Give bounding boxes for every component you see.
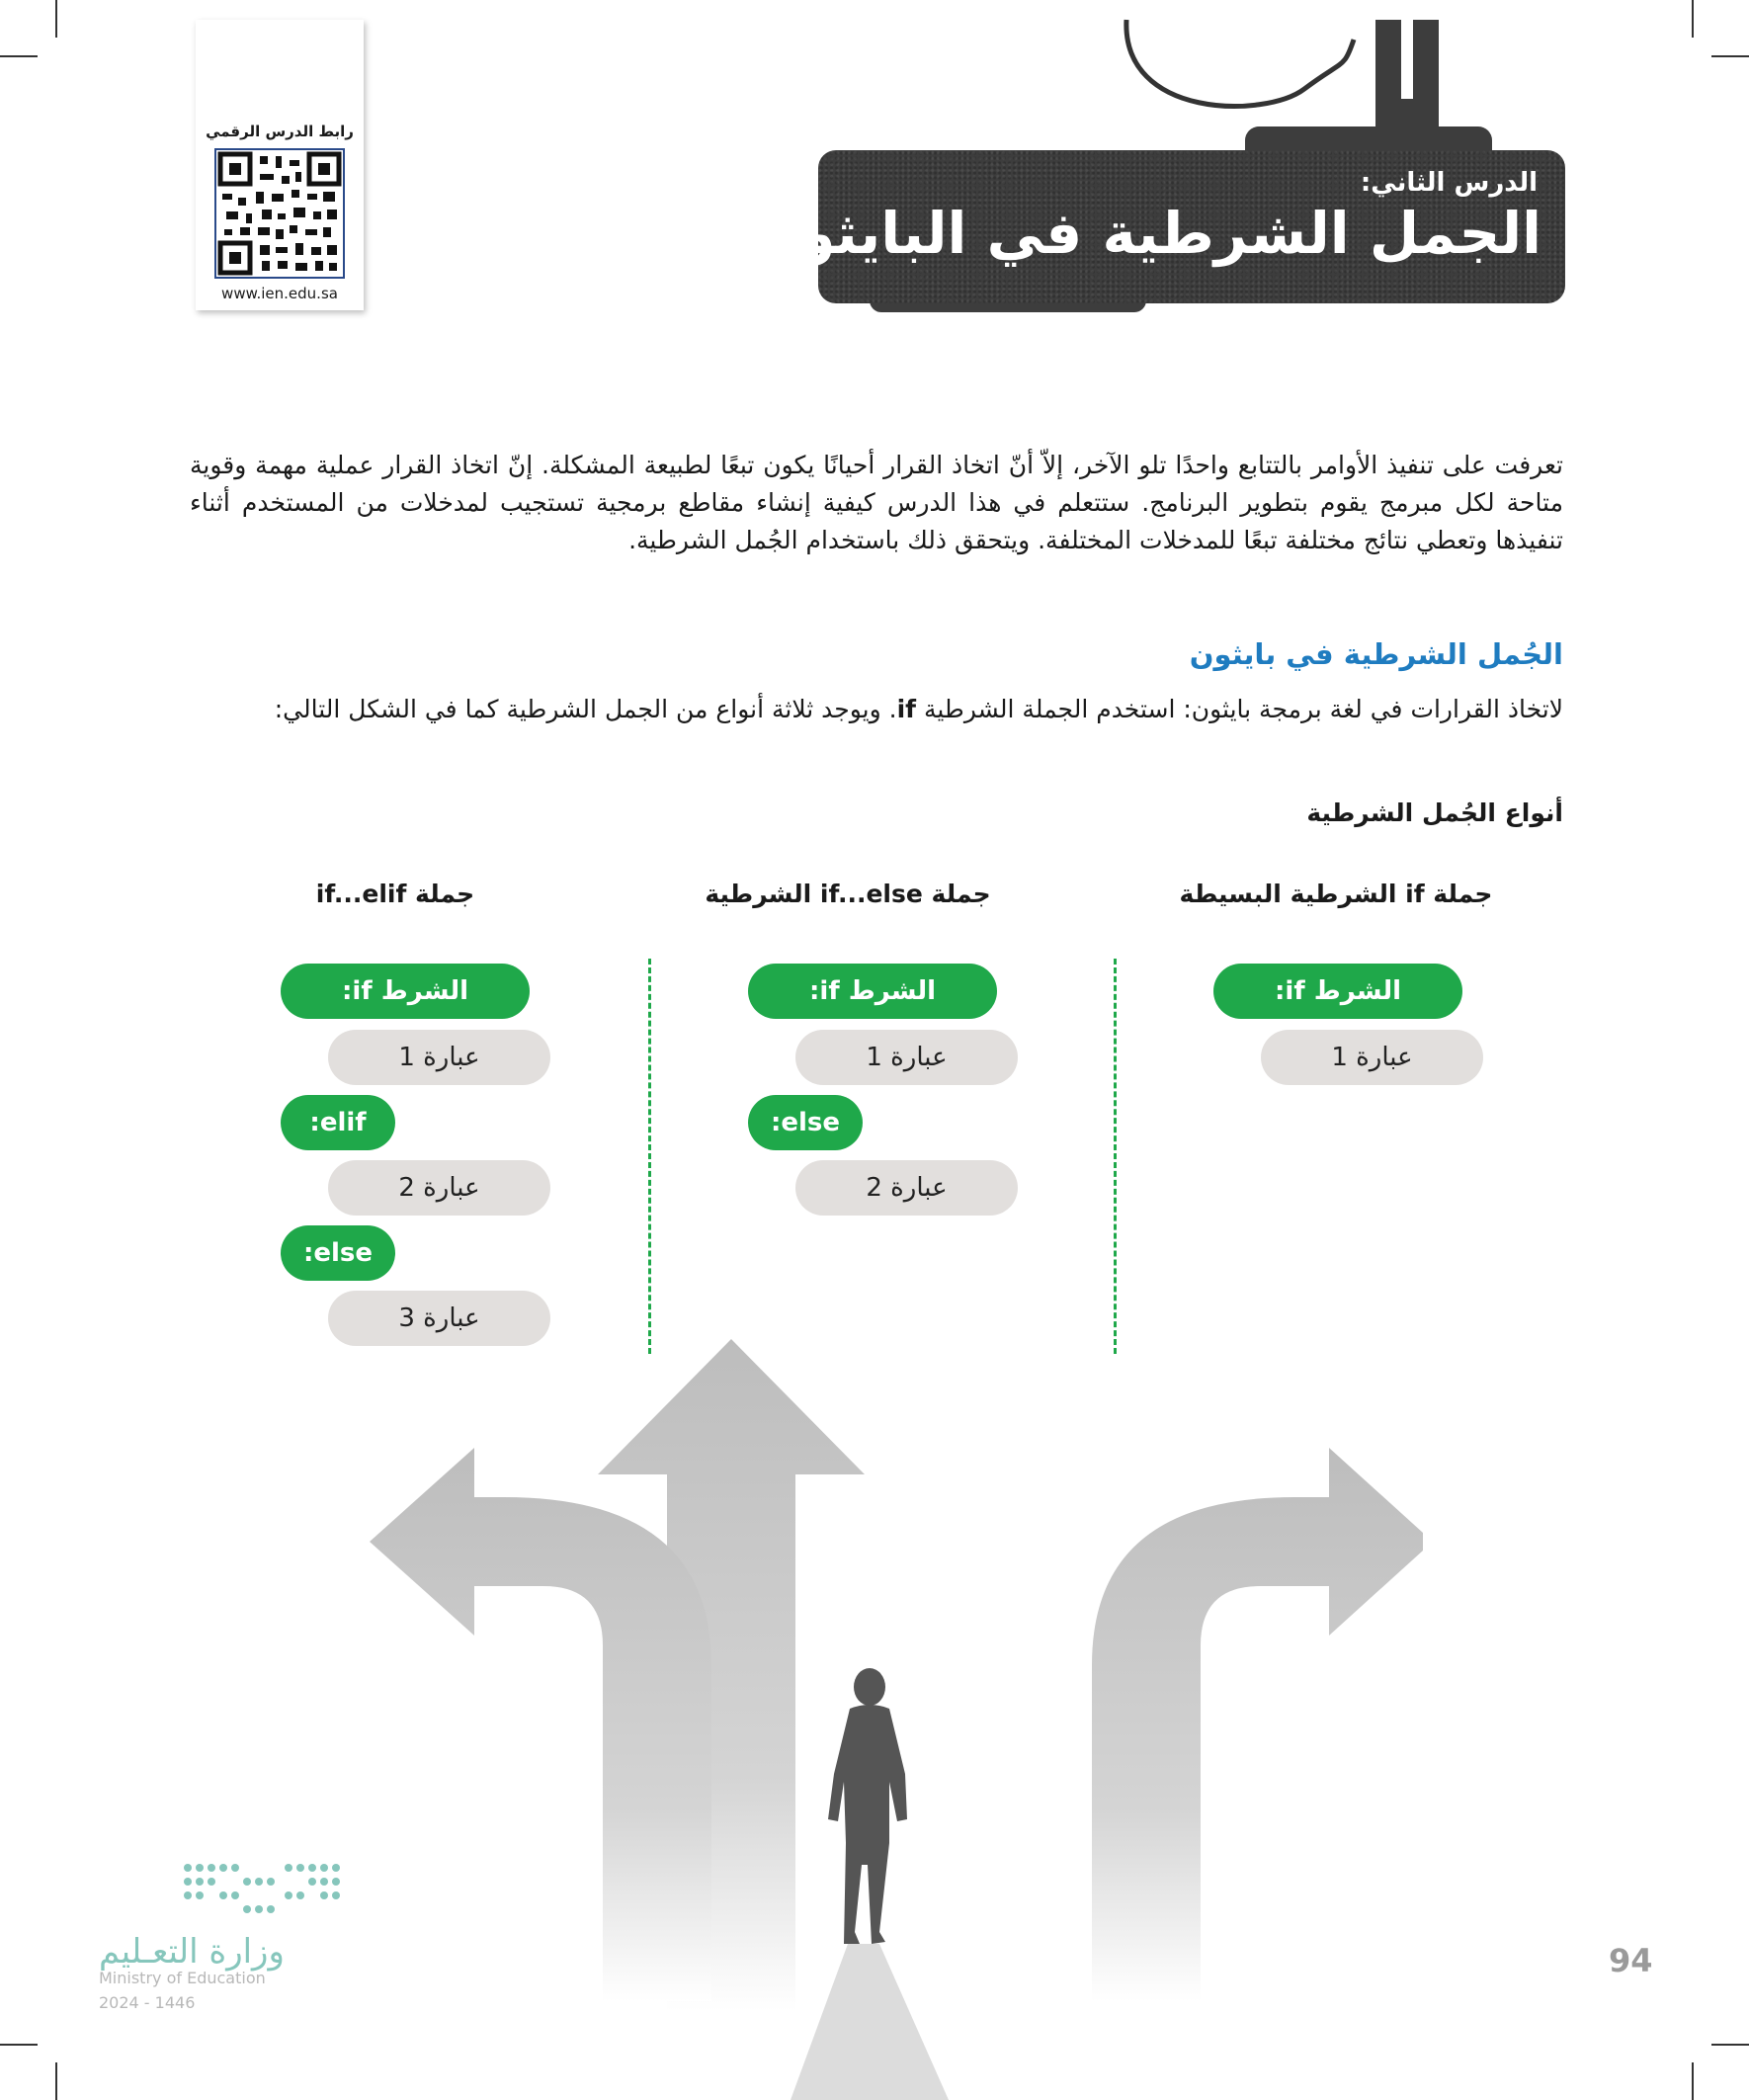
page-number: 94 — [1609, 1942, 1653, 1979]
figure-title: أنواع الجُمل الشرطية — [1306, 798, 1563, 827]
section-title: الجُمل الشرطية في بايثون — [1189, 637, 1563, 671]
else-block: else: — [281, 1225, 395, 1281]
crop-mark — [55, 0, 57, 38]
if-block: الشرط if: — [748, 964, 997, 1019]
section-description — [275, 695, 1563, 723]
elif-block: elif: — [281, 1095, 395, 1150]
crop-mark — [0, 2044, 38, 2046]
crop-mark — [1692, 2062, 1694, 2100]
statement-block: عبارة 1 — [1261, 1030, 1483, 1085]
ministry-name-ar: وزارة التعـليم — [99, 1932, 285, 1972]
edition-year: 2024 - 1446 — [99, 1993, 196, 2012]
intro-paragraph: تعرفت على تنفيذ الأوامر بالتتابع واحدًا تلو الآخر، إلاّ أنّ اتخاذ القرار أحيانًا يكون تبعًا لطبيعة المشكلة. إنّ اتخاذ القرار عملية مهمة وقوية متاحة لكل مبرمج يقوم بتطوير البرنامج. ستتعلم في هذا الدرس كيفية إنشاء مقاطع برمجية تستجيب لمدخلات من المستخدم أثناء تنفيذها وتعطي نتائج مختلفة تبعًا للمدخلات المختلفة. ويتحقق ذلك باستخدام الجُمل الشرطية. — [190, 451, 1563, 554]
if-block: الشرط if: — [1213, 964, 1462, 1019]
column-separator — [648, 959, 651, 1354]
lesson-label: الدرس الثاني: — [1360, 168, 1538, 198]
section-desc-keyword: if — [896, 695, 917, 723]
lesson-title-plaque — [750, 150, 1565, 303]
statement-block: عبارة 1 — [328, 1030, 550, 1085]
person-silhouette-icon — [828, 1668, 907, 1944]
section-desc-before: لاتخاذ القرارات في لغة برمجة بايثون: استخدم الجملة الشرطية — [916, 695, 1563, 723]
column-heading-if-elif: جملة if...elif — [315, 880, 475, 908]
ministry-name-en: Ministry of Education — [99, 1969, 266, 1987]
column-heading-simple-if: جملة if الشرطية البسيطة — [1179, 880, 1493, 908]
arrow-left-icon — [370, 1448, 711, 2001]
statement-block: عبارة 2 — [795, 1160, 1018, 1216]
arrow-right-icon — [1092, 1448, 1423, 2001]
plug-decoration — [1117, 0, 1492, 158]
lesson-title: الجمل الشرطية في البايثون — [750, 200, 1541, 267]
qr-code-icon[interactable] — [214, 148, 345, 279]
statement-block: عبارة 1 — [795, 1030, 1018, 1085]
crop-mark — [1711, 55, 1749, 57]
statement-block: عبارة 2 — [328, 1160, 550, 1216]
section-desc-after: . ويوجد ثلاثة أنواع من الجمل الشرطية كما في الشكل التالي: — [274, 695, 897, 723]
column-separator — [1114, 959, 1117, 1354]
digital-lesson-qr-card[interactable] — [196, 20, 364, 310]
crossroads-arrows-illustration — [356, 1339, 1423, 2100]
ministry-logo-icon — [178, 1858, 351, 1927]
qr-url[interactable]: www.ien.edu.sa — [221, 285, 338, 302]
qr-title: رابط الدرس الرقمي — [206, 123, 354, 140]
crop-mark — [55, 2062, 57, 2100]
else-block: else: — [748, 1095, 863, 1150]
statement-block: عبارة 3 — [328, 1291, 550, 1346]
column-heading-if-else: جملة if...else الشرطية — [705, 880, 991, 908]
if-block: الشرط if: — [281, 964, 530, 1019]
crop-mark — [1692, 0, 1694, 38]
crop-mark — [1711, 2044, 1749, 2046]
crop-mark — [0, 55, 38, 57]
